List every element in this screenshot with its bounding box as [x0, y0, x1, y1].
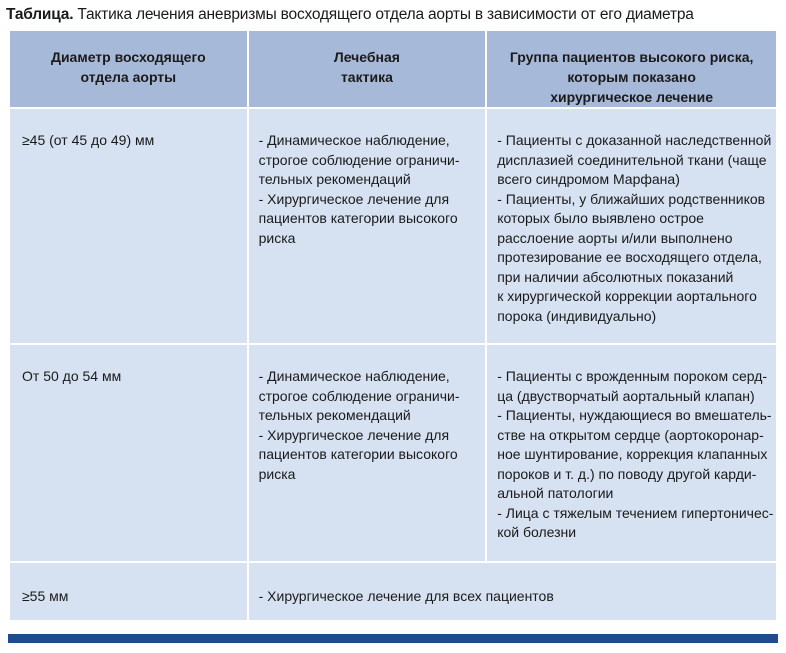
- cell-high-risk-group: - Пациенты с врожденным пороком серд- ца (двустворчатый аортальный клапан) - Пациенты, нуждающиеся во вмешатель- стве на открытом сердце (аортокоронар- ное шунтирование, коррекция клапанных пороков и т. д.) по поводу другой карди- альной патологии - Лица с тяжелым течением гипертоничес- кой болезни: [487, 345, 776, 561]
- table-row: [10, 563, 776, 620]
- table-bottom-bar: [8, 634, 778, 643]
- header-high-risk-group: Группа пациентов высокого риска, которым показано хирургическое лечение: [487, 31, 776, 107]
- table-row: [10, 109, 776, 343]
- cell-diameter: ≥45 (от 45 до 49) мм: [10, 109, 247, 343]
- header-diameter: Диаметр восходящего отдела аорты: [10, 31, 247, 107]
- caption-text: Тактика лечения аневризмы восходящего отдела аорты в зависимости от его диаметра: [73, 6, 694, 23]
- table-header-row: [10, 31, 776, 107]
- cell-tactics: - Динамическое наблюдение, строгое соблюдение ограничи- тельных рекомендаций - Хирургическое лечение для пациентов категории высокого риска: [249, 345, 486, 561]
- caption-label: Таблица.: [6, 6, 74, 23]
- cell-tactics: - Динамическое наблюдение, строгое соблюдение ограничи- тельных рекомендаций - Хирургическое лечение для пациентов категории высокого риска: [249, 109, 486, 343]
- cell-diameter: ≥55 мм: [10, 563, 247, 620]
- cell-diameter: От 50 до 54 мм: [10, 345, 247, 561]
- cell-high-risk-group: - Пациенты с доказанной наследственной дисплазией соединительной ткани (чаще всего синдромом Марфана) - Пациенты, у ближайших родственников которых было выявлено острое расслоение аорты и/или выполнено протезирование ее восходящего отдела, при наличии абсолютных показаний к хирургической коррекции аортального порока (индивидуально): [487, 109, 776, 343]
- table-row: [10, 345, 776, 561]
- table-caption: [6, 6, 694, 24]
- treatment-tactics-table: [8, 29, 778, 622]
- cell-tactics-all: - Хирургическое лечение для всех пациентов: [249, 563, 776, 620]
- header-tactics: Лечебная тактика: [249, 31, 486, 107]
